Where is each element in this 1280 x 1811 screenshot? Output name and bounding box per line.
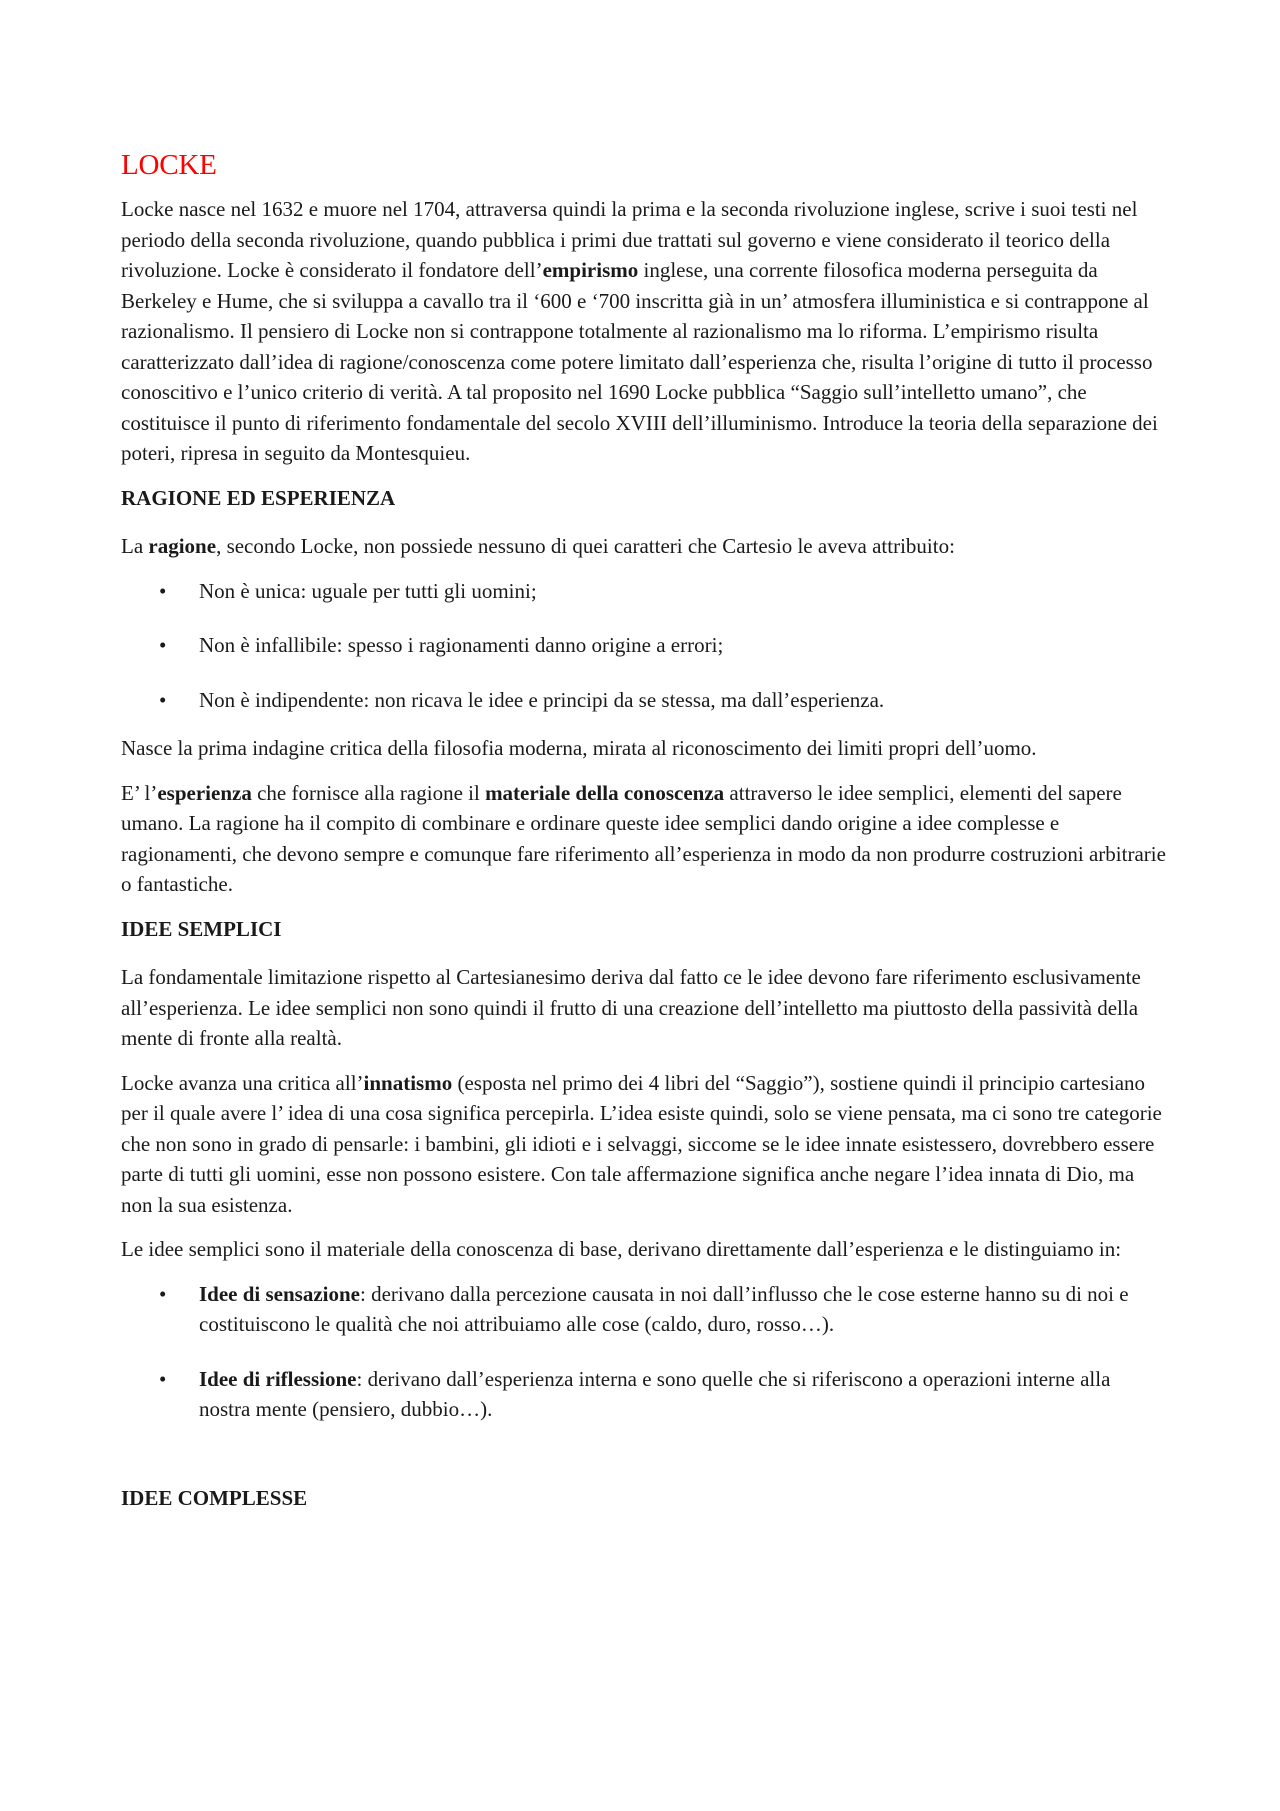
ragione-bullet-list — [121, 576, 1166, 716]
bold-term-innatismo: innatismo — [363, 1070, 453, 1095]
text-run: Locke avanza una critica all’ — [121, 1070, 364, 1095]
list-item-text: Non è unica: uguale per tutti gli uomini; — [199, 578, 537, 603]
list-item-text: Non è indipendente: non ricava le idee e principi da se stessa, ma dall’esperienza. — [199, 687, 885, 712]
document-body — [121, 148, 1166, 1531]
list-item — [121, 1279, 1166, 1340]
idee-semplici-bullet-list — [121, 1279, 1166, 1425]
text-run: Locke nasce nel 1632 e muore nel 1704, attraversa quindi la prima e la seconda rivoluzione inglese, scrive i suoi testi nel periodo della seconda rivoluzione, quando pubblica i primi due trattati sul governo e viene considerato il teorico della rivoluzione. Locke è considerato il fondatore dell’ — [121, 197, 1138, 282]
section-heading-idee-semplici: IDEE SEMPLICI — [121, 916, 282, 941]
bold-term-materiale: materiale della conoscenza — [485, 780, 725, 805]
bullet-icon: • — [159, 1281, 167, 1306]
section-heading-ragione: RAGIONE ED ESPERIENZA — [121, 485, 396, 510]
idee-semplici-paragraph-1: La fondamentale limitazione rispetto al Cartesianesimo deriva dal fatto ce le idee devono fare riferimento esclusivamente all’esperienza. Le idee semplici non sono quindi il frutto di una creazione dell’intelletto ma piuttosto della passività della mente di fronte alla realtà. — [121, 965, 1141, 1050]
idee-semplici-paragraph-3: Le idee semplici sono il materiale della conoscenza di base, derivano direttamente dall’esperienza e le distinguiamo in: — [121, 1237, 1122, 1261]
bold-term-ragione: ragione — [148, 534, 217, 558]
section-heading-idee-complesse: IDEE COMPLESSE — [121, 1485, 308, 1510]
intro-paragraph — [121, 194, 1166, 469]
document-title: LOCKE — [121, 149, 217, 181]
bold-term-riflessione: Idee di riflessione — [199, 1366, 357, 1391]
bold-term-empirismo: empirismo — [542, 258, 639, 282]
text-run: attraverso le idee semplici, elementi del sapere umano. La ragione ha il compito di combinare e ordinare queste idee semplici dando origine a idee complesse e ragionamenti, che devono sempre e comunque fare riferimento all’esperienza in modo da non produrre costruzioni arbitrarie o fantastiche. — [121, 780, 1166, 896]
bold-term-esperienza: esperienza — [157, 780, 252, 805]
bullet-icon: • — [159, 1366, 167, 1391]
list-item — [121, 576, 1166, 607]
list-item-text: Non è infallibile: spesso i ragionamenti danno origine a errori; — [199, 633, 724, 657]
spacer — [121, 1443, 1166, 1483]
bullet-icon: • — [159, 578, 167, 603]
text-run: E’ l’ — [121, 780, 158, 805]
text-run: La — [121, 534, 149, 558]
text-run: , secondo Locke, non possiede nessuno di quei caratteri che Cartesio le aveva attribuito: — [216, 534, 955, 558]
list-item-text: : derivano dall’esperienza interna e sono quelle che si riferiscono a operazioni interne alla nostra mente (pensiero, dubbio…). — [199, 1366, 1111, 1421]
text-run: (esposta nel primo dei 4 libri del “Saggio”), sostiene quindi il principio cartesiano per il quale avere l’ idea di una cosa significa percepirla. L’idea esiste quindi, solo se viene pensata, ma ci sono tre categorie che non sono in grado di pensarle: i bambini, gli idioti e i selvaggi, siccome se le idee innate esistessero, dovrebbero essere parte di tutti gli uomini, esse non possono esistere. Con tale affermazione significa anche negare l’idea innata di Dio, ma non la sua esistenza. — [121, 1070, 1162, 1217]
text-run: che fornisce alla ragione il — [251, 780, 486, 805]
ragione-paragraph-1 — [121, 531, 1166, 562]
bullet-icon: • — [159, 687, 167, 712]
ragione-paragraph-2: Nasce la prima indagine critica della filosofia moderna, mirata al riconoscimento dei limiti propri dell’uomo. — [121, 736, 1037, 760]
list-item — [121, 685, 1166, 716]
ragione-paragraph-3 — [121, 778, 1166, 900]
idee-semplici-paragraph-2 — [121, 1068, 1166, 1221]
bullet-icon: • — [159, 633, 167, 657]
text-run: inglese, una corrente filosofica moderna perseguita da Berkeley e Hume, che si sviluppa a cavallo tra il ‘600 e ‘700 inscritta già in un’ atmosfera illuministica e si contrappone al razionalismo. Il pensiero di Locke non si contrappone totalmente al razionalismo ma lo riforma. L’empirismo risulta caratterizzato dall’idea di ragione/conoscenza come potere limitato dall’esperienza che, risulta l’origine di tutto il processo conoscitivo e l’unico criterio di verità. A tal proposito nel 1690 Locke pubblica “Saggio sull’intelletto umano”, che costituisce il punto di riferimento fondamentale del secolo XVIII dell’illuminismo. Introduce la teoria della separazione dei poteri, ripresa in seguito da Montesquieu. — [121, 258, 1158, 465]
list-item — [121, 1364, 1166, 1425]
list-item — [121, 630, 1166, 661]
list-item-text: : derivano dalla percezione causata in noi dall’influsso che le cose esterne hanno su di noi e costituiscono le qualità che noi attribuiamo alle cose (caldo, duro, rosso…). — [199, 1281, 1129, 1336]
bold-term-sensazione: Idee di sensazione — [199, 1281, 361, 1306]
